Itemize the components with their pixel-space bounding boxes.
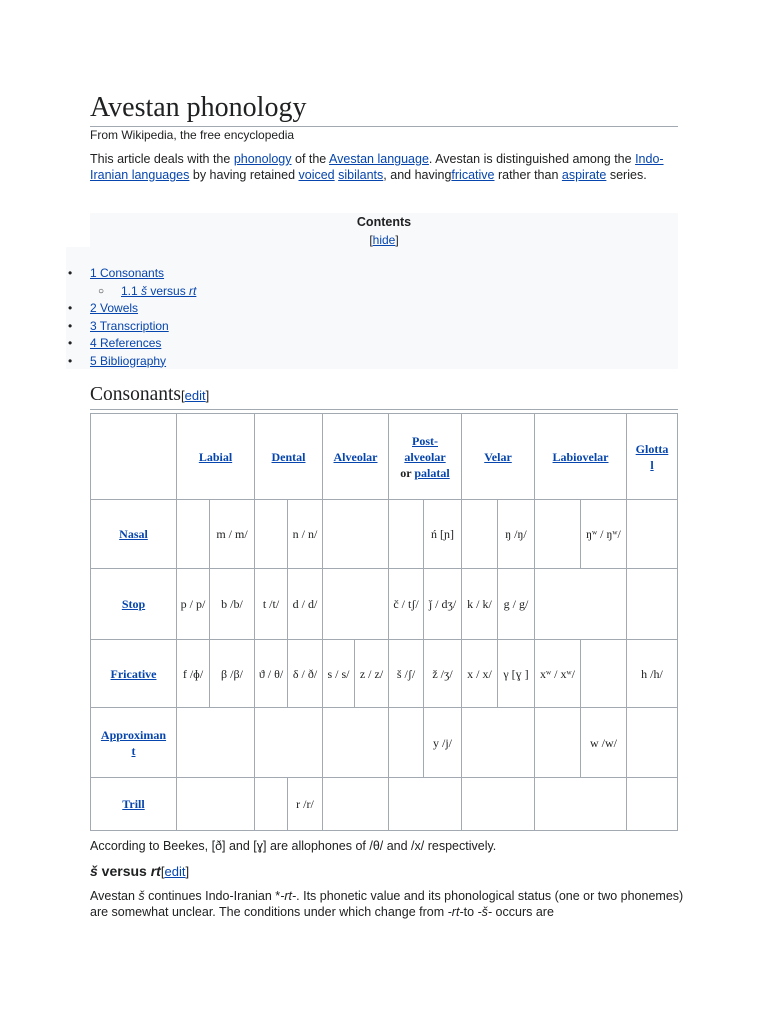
row-header-approximant [91,708,177,778]
intro-text: . Avestan is distinguished among the [428,152,636,166]
or-text: or [400,465,415,480]
link-approximant[interactable]: Approximan t [100,727,167,758]
cell-empty [389,500,424,569]
consonant-table [90,413,678,831]
toc-link-bibliography[interactable]: 5 Bibliography [90,353,167,368]
intro-text: This article deals with the [90,152,234,166]
toc-link-consonants[interactable]: 1 Consonants [90,266,165,280]
link-postalveolar[interactable]: Post- alveolar [404,433,446,464]
cell-empty [627,708,678,778]
intro-text: by having retained [189,168,299,182]
link-fricative[interactable]: fricative [451,168,495,182]
page-title: Avestan phonology [90,90,678,127]
link-trill[interactable]: Trill [122,797,145,811]
cell-fric-velar-voiceless: x / x/ [462,640,498,708]
cell-stop-post-voiceless: č / tʃ/ [389,569,424,640]
link-glottal[interactable]: Glotta l [635,441,669,472]
toc-link-transcription[interactable]: 3 Transcription [90,318,169,333]
link-labial[interactable]: Labial [198,449,233,464]
cell-fric-alveolar-voiced: z / z/ [355,640,389,708]
edit-link[interactable]: edit [184,388,206,403]
cell-empty [177,778,255,831]
cell-empty [462,708,535,778]
cell-trill-dental: r /r/ [288,778,323,831]
link-palatal[interactable]: palatal [414,465,450,480]
intro-text: series. [606,168,647,182]
cell-empty [627,569,678,640]
cell-stop-labial-voiceless: p / p/ [177,569,210,640]
cell-empty [389,778,462,831]
col-header-labiovelar [535,414,627,500]
intro-text: of the [291,152,330,166]
toc-link-s-versus-rt[interactable]: 1.1 š versus rt [121,283,197,298]
bullet-icon: • [68,301,73,315]
col-header-glottal [627,414,678,500]
toc-heading: Contents [356,215,412,229]
cell-fric-labiovelar-voiceless: xʷ / xʷ/ [535,640,581,708]
col-header-postalveolar [389,414,462,500]
intro-text: rather than [494,168,562,182]
cell-stop-velar-voiced: g / g/ [498,569,535,640]
section-heading-consonants [90,383,678,410]
cell-empty [627,778,678,831]
cell-stop-dental-voiceless: t /t/ [255,569,288,640]
toc-item-s-versus-rt [66,283,196,301]
cell-empty [177,708,255,778]
col-header-velar [462,414,535,500]
link-dental[interactable]: Dental [271,449,306,464]
page-subtitle: From Wikipedia, the free encyclopedia [90,128,295,142]
cell-empty [255,778,288,831]
cell-fric-post-voiceless: š /ʃ/ [389,640,424,708]
link-velar[interactable]: Velar [484,449,512,464]
cell-nasal-labiovelar: ŋʷ / ŋʷ/ [581,500,627,569]
edit-section: [edit] [181,388,210,403]
cell-approx-palatal: y /j/ [424,708,462,778]
cell-nasal-dental: n / n/ [288,500,323,569]
bullet-icon: • [68,318,73,333]
cell-nasal-velar: ŋ /ŋ/ [498,500,535,569]
link-indo-iranian-languages[interactable]: Indo-Iranian languages [90,152,664,182]
cell-fric-alveolar-voiceless: s / s/ [323,640,355,708]
cell-empty [323,708,389,778]
toc-item-bibliography [66,353,196,371]
cell-fric-labial-voiceless: f /ɸ/ [177,640,210,708]
col-header-dental [255,414,323,500]
circle-bullet-icon: ○ [98,285,105,297]
bullet-icon: • [68,353,73,368]
link-phonology[interactable]: phonology [233,152,292,166]
toc-item-vowels [66,300,196,318]
cell-empty [255,500,288,569]
cell-fric-labial-voiced: β /β/ [210,640,255,708]
cell-empty [627,500,678,569]
intro-text: , and having [383,168,452,182]
bullet-icon: • [68,266,73,280]
toc-item-references [66,335,196,353]
cell-empty [462,500,498,569]
cell-empty [323,569,389,640]
row-header-fricative [91,640,177,708]
toc-bracket-close: ] [395,233,399,247]
toc-item-transcription [66,318,196,336]
bullet-icon: • [68,336,73,350]
toc-link-references[interactable]: 4 References [90,336,162,350]
link-sibilants[interactable]: sibilants [338,168,384,182]
cell-fric-velar-voiced: γ [ɣ ] [498,640,535,708]
col-header-alveolar [323,414,389,500]
cell-fric-glottal: h /h/ [627,640,678,708]
edit-link[interactable]: edit [164,864,186,879]
col-header-labial [177,414,255,500]
link-alveolar[interactable]: Alveolar [333,449,378,464]
cell-nasal-labial: m / m/ [210,500,255,569]
link-avestan-language[interactable]: Avestan language [329,152,429,166]
link-labiovelar[interactable]: Labiovelar [552,449,609,464]
cell-empty [323,500,389,569]
cell-empty [535,778,627,831]
cell-empty [177,500,210,569]
cell-nasal-palatal: ń [ɲ] [424,500,462,569]
subsection-heading-s-versus-rt: š versus rt[edit] [90,863,190,879]
cell-approx-labiovelar: w /w/ [581,708,627,778]
toc-bracket-open: [ [369,233,373,247]
cell-stop-post-voiced: ǰ / dʒ/ [424,569,462,640]
cell-empty [323,778,389,831]
intro-paragraph [90,151,678,183]
cell-empty [535,708,581,778]
link-aspirate[interactable]: aspirate [561,168,607,182]
link-stop[interactable]: Stop [121,597,146,611]
body-paragraph: Avestan š continues Indo-Iranian *-rt-. Its phonetic value and its phonological status (one or two phonemes) are somewhat unclear. The conditions under which change from -rt-to -š- occurs are [90,889,684,919]
cell-empty [389,708,424,778]
cell-empty [255,708,323,778]
cell-stop-dental-voiced: d / d/ [288,569,323,640]
cell-stop-velar-voiceless: k / k/ [462,569,498,640]
cell-fric-dental-voiceless: ϑ / θ/ [255,640,288,708]
toc-list [66,265,196,370]
toc-link-vowels[interactable]: 2 Vowels [90,301,139,315]
cell-fric-dental-voiced: δ / ð/ [288,640,323,708]
cell-fric-post-voiced: ž /ʒ/ [424,640,462,708]
toc-hide-link[interactable]: hide [372,233,396,247]
toc-item-consonants [66,265,196,283]
link-nasal[interactable]: Nasal [119,527,148,541]
cell-empty [581,640,627,708]
link-fricative-row[interactable]: Fricative [110,666,157,681]
toc-hide-toggle [90,233,678,247]
table-corner [91,414,177,500]
cell-empty [462,778,535,831]
allophone-note: According to Beekes, [ð] and [ɣ] are allophones of /θ/ and /x/ respectively. [90,839,497,853]
edit-section: [edit] [160,864,190,879]
row-header-nasal [91,500,177,569]
row-header-stop [91,569,177,640]
cell-empty [535,569,627,640]
cell-stop-labial-voiced: b /b/ [210,569,255,640]
link-voiced[interactable]: voiced [298,168,335,182]
section-title: Consonants [90,384,182,405]
row-header-trill [91,778,177,831]
cell-empty [535,500,581,569]
